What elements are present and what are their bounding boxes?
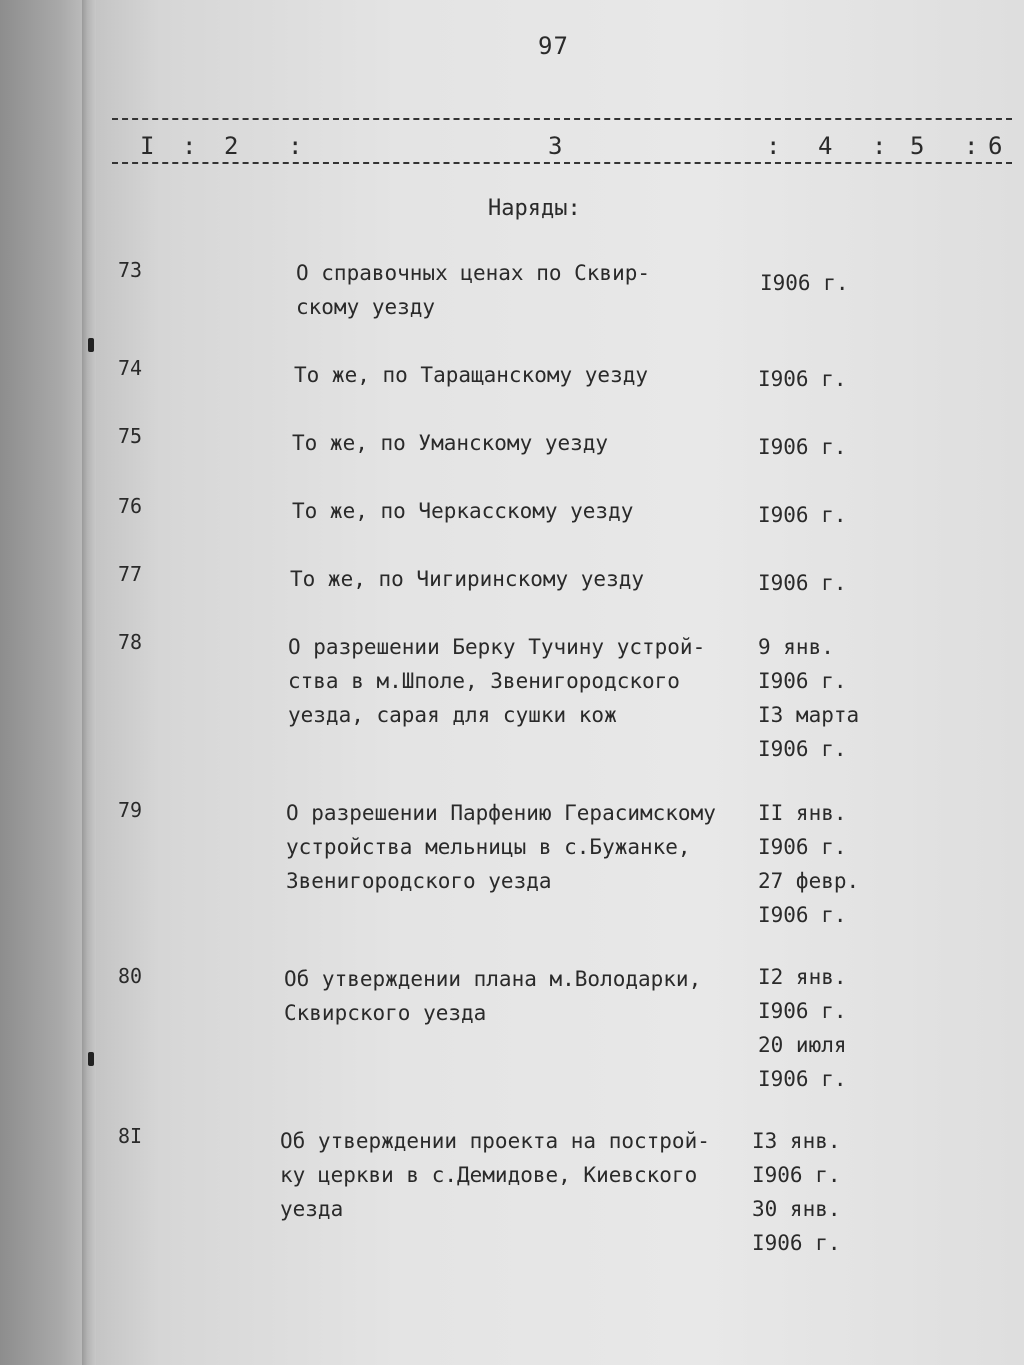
date-line: I3 марта	[758, 703, 860, 727]
entry-number: 8I	[118, 1124, 143, 1148]
date-line: I906 г.	[752, 1163, 841, 1187]
date-line: I906 г.	[758, 669, 847, 693]
date-line: I906 г.	[758, 737, 847, 761]
date-line: 9 янв.	[758, 635, 834, 659]
binding-mark	[88, 338, 94, 352]
description-line: скому уезду	[296, 295, 436, 319]
description-line: Об утверждении плана м.Володарки,	[284, 967, 702, 991]
column-header-3: 3	[548, 132, 563, 160]
page-number: 97	[538, 32, 569, 60]
column-header-2: 2	[224, 132, 239, 160]
column-header-1: I	[140, 132, 155, 160]
column-separator: :	[766, 132, 781, 160]
entry-date	[758, 960, 847, 1096]
entry-date	[758, 362, 847, 396]
entry-date	[758, 630, 859, 766]
entry-date	[758, 498, 847, 532]
date-line: II янв.	[758, 801, 847, 825]
entry-date	[752, 1124, 841, 1260]
description-line: ства в м.Шполе, Звенигородского	[288, 669, 680, 693]
description-line: О разрешении Парфению Герасимскому	[286, 801, 716, 825]
date-line: I906 г.	[758, 503, 847, 527]
entry-description	[296, 256, 650, 324]
entry-date	[758, 566, 847, 600]
date-line: I906 г.	[752, 1231, 841, 1255]
description-line: уезда	[280, 1197, 344, 1221]
entry-description	[290, 562, 644, 596]
description-line: Звенигородского уезда	[286, 869, 552, 893]
date-line: 30 янв.	[752, 1197, 841, 1221]
entry-number: 75	[118, 424, 143, 448]
date-line: I906 г.	[758, 1067, 847, 1091]
date-line: I906 г.	[758, 571, 847, 595]
entry-description	[286, 796, 716, 898]
entry-number: 79	[118, 798, 143, 822]
column-separator: :	[288, 132, 303, 160]
description-line: О справочных ценах по Сквир-	[296, 261, 651, 285]
page-binding	[82, 0, 96, 1365]
entry-description	[284, 962, 701, 1030]
entry-description	[280, 1124, 710, 1226]
entry-number: 76	[118, 494, 143, 518]
description-line: Сквирского уезда	[284, 1001, 487, 1025]
header-rule-top	[112, 118, 1012, 120]
entry-date	[758, 796, 859, 932]
entry-date	[758, 430, 847, 464]
column-separator: :	[182, 132, 197, 160]
description-line: То же, по Черкасскому уезду	[292, 499, 634, 523]
entry-description	[292, 426, 608, 460]
date-line: I906 г.	[758, 367, 847, 391]
column-separator: :	[964, 132, 979, 160]
column-separator: :	[872, 132, 887, 160]
description-line: О разрешении Берку Тучину устрой-	[288, 635, 706, 659]
date-line: 20 июля	[758, 1033, 847, 1057]
description-line: То же, по Таращанскому уезду	[294, 363, 649, 387]
description-line: устройства мельницы в с.Бужанке,	[286, 835, 691, 859]
binding-mark	[88, 1052, 94, 1066]
column-header-5: 5	[910, 132, 925, 160]
description-line: То же, по Чигиринскому уезду	[290, 567, 645, 591]
date-line: I906 г.	[758, 999, 847, 1023]
header-rule-bottom	[112, 162, 1012, 164]
entry-number: 77	[118, 562, 143, 586]
entry-number: 73	[118, 258, 143, 282]
date-line: I906 г.	[758, 903, 847, 927]
column-header-6: 6	[988, 132, 1003, 160]
column-header-4: 4	[818, 132, 833, 160]
description-line: Об утверждении проекта на построй-	[280, 1129, 710, 1153]
date-line: 27 февр.	[758, 869, 860, 893]
section-title: Наряды:	[488, 196, 581, 221]
entry-date	[760, 266, 849, 300]
description-line: уезда, сарая для сушки кож	[288, 703, 617, 727]
date-line: I3 янв.	[752, 1129, 841, 1153]
entry-description	[294, 358, 648, 392]
entry-description	[292, 494, 633, 528]
date-line: I906 г.	[758, 835, 847, 859]
description-line: То же, по Уманскому уезду	[292, 431, 609, 455]
description-line: ку церкви в с.Демидове, Киевского	[280, 1163, 698, 1187]
entry-description	[288, 630, 705, 732]
date-line: I906 г.	[758, 435, 847, 459]
date-line: I906 г.	[760, 271, 849, 295]
entry-number: 78	[118, 630, 143, 654]
entry-number: 80	[118, 964, 143, 988]
date-line: I2 янв.	[758, 965, 847, 989]
entry-number: 74	[118, 356, 143, 380]
